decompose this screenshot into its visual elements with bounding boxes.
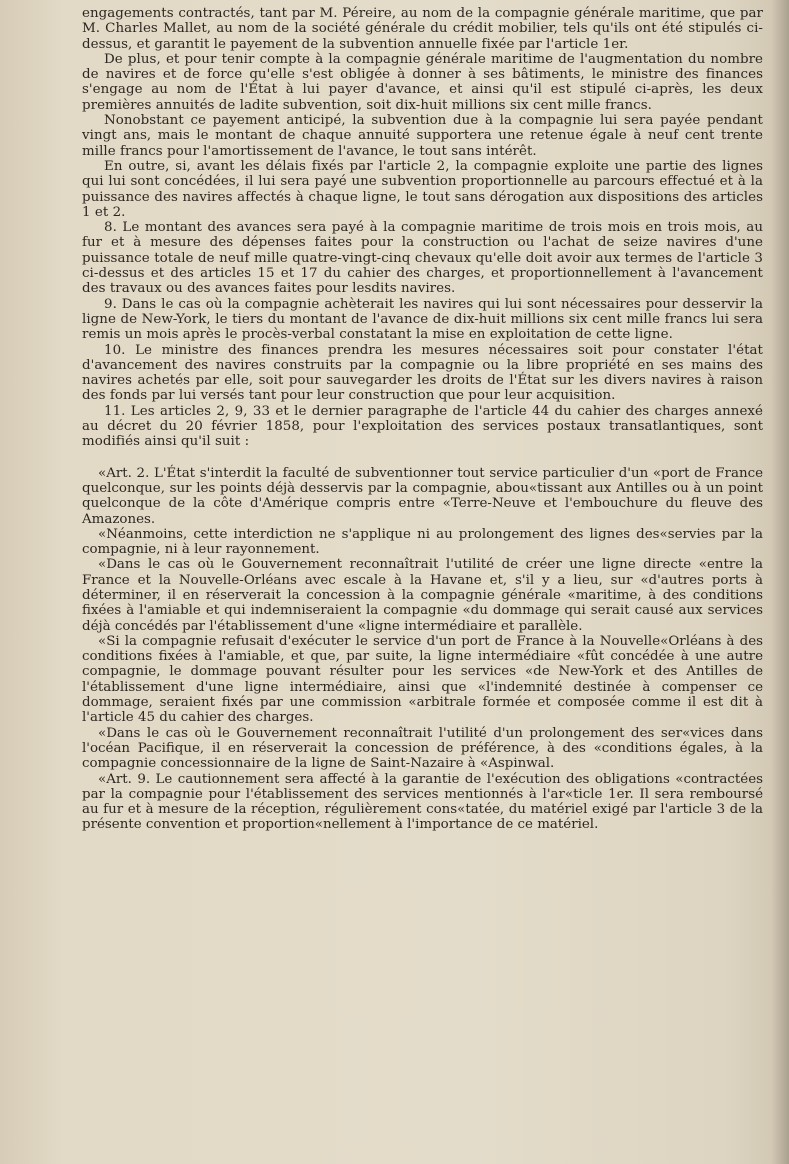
article-11: 11. Les articles 2, 9, 33 et le dernier paragraphe de l'article 44 du cahier des charges annexé au décret du 20 février 1858, pour l'exploitation des services postaux transatlantiques, sont modifiés ainsi qu'il suit : xyxy=(82,403,763,450)
paragraph: De plus, et pour tenir compte à la compagnie générale maritime de l'augmentation du nombre de navires et de force qu'elle s'est obligée à donner à ses bâtiments, le ministre des finances s'engage au nom de l'État à lui payer d'avance, et ainsi qu'il est stipulé ci-après, les deux premières annuités de ladite subvention, soit dix-huit millions six cent mille francs. xyxy=(82,51,763,113)
main-text xyxy=(82,6,763,450)
quoted-paragraph: «Dans le cas où le Gouvernement reconnaîtrait l'utilité de créer une ligne directe «entre la France et la Nouvelle-Orléans avec escale à la Havane et, s'il y a lieu, sur «d'autres ports à déterminer, il en réserverait la concession à la compagnie générale «maritime, à des conditions fixées à l'amiable et qui indemniseraient la compagnie «du dommage qui serait causé aux services déjà concédés par l'établissement d'une «ligne intermédiaire et parallèle. xyxy=(82,557,763,634)
quoted-article-2: «Art. 2. L'État s'interdit la faculté de subventionner tout service particulier d'un «port de France quelconque, sur les points déjà desservis par la compagnie, abou«tissant aux Antilles ou à un point quelconque de la côte d'Amérique compris entre «Terre-Neuve et l'embouchure du fleuve des Amazones. xyxy=(82,465,763,527)
article-10: 10. Le ministre des finances prendra les mesures nécessaires soit pour constater l'état d'avancement des navires construits par la compagnie ou la libre propriété en ses mains des navires achetés par elle, soit pour sauvegarder les droits de l'État sur les divers navires à raison des fonds par lui versés tant pour leur construction que pour leur acquisition. xyxy=(82,342,763,404)
quoted-paragraph: «Si la compagnie refusait d'exécuter le service d'un port de France à la Nouvelle«Orléans à des conditions fixées à l'amiable, et que, par suite, la ligne intermédiaire «fût concédée à une autre compagnie, le dommage pouvant résulter pour les services «de New-York et des Antilles de l'établissement d'une ligne intermédiaire, ainsi que «l'indemnité destinée à compenser ce dommage, seraient fixés par une commission «arbitrale formée et composée comme il est dit à l'article 45 du cahier des charges. xyxy=(82,633,763,726)
article-8: 8. Le montant des avances sera payé à la compagnie maritime de trois mois en trois mois, au fur et à mesure des dépenses faites pour la construction ou l'achat de seize navires d'une puissance totale de neuf mille quatre-vingt-cinq chevaux qu'elle doit avoir aux termes de l'article 3 ci-dessus et des articles 15 et 17 du cahier des charges, et proportionnellement à l'avancement des travaux ou des avances faites pour lesdits navires. xyxy=(82,220,763,297)
paragraph: En outre, si, avant les délais fixés par l'article 2, la compagnie exploite une partie des lignes qui lui sont concédées, il lui sera payé une subvention proportionnelle au parcours effectué et à la puissance des navires affectés à chaque ligne, le tout sans dérogation aux dispositions des articles 1 et 2. xyxy=(82,158,763,220)
paragraph-continuation: engagements contractés, tant par M. Péreire, au nom de la compagnie générale maritime, que par M. Charles Mallet, au nom de la société générale du crédit mobilier, tels qu'ils ont été stipulés ci-dessus, et garantit le payement de la subvention annuelle fixée par l'article 1er. xyxy=(82,6,763,52)
paragraph: Nonobstant ce payement anticipé, la subvention due à la compagnie lui sera payée pendant vingt ans, mais le montant de chaque annuité supportera une retenue égale à neuf cent trente mille francs pour l'amortissement de l'avance, le tout sans intérêt. xyxy=(82,113,763,159)
quoted-paragraph: «Dans le cas où le Gouvernement reconnaîtrait l'utilité d'un prolongement des ser«vices dans l'océan Pacifique, il en réserverait la concession de préférence, à des «conditions égales, à la compagnie concessionnaire de la ligne de Saint-Nazaire à «Aspinwal. xyxy=(82,725,763,772)
article-9: 9. Dans le cas où la compagnie achèterait les navires qui lui sont nécessaires pour desservir la ligne de New-York, le tiers du montant de l'avance de dix-huit millions six cent mille francs lui sera remis un mois après le procès-verbal constatant la mise en exploitation de cette ligne. xyxy=(82,296,763,343)
quoted-amendments xyxy=(82,466,763,833)
quoted-article-9: «Art. 9. Le cautionnement sera affecté à la garantie de l'exécution des obligations «contractées par la compagnie pour l'établissement des services mentionnés à l'ar«ticle 1er. Il sera remboursé au fur et à mesure de la réception, régulièrement cons«tatée, du matériel exigé par l'article 3 de la présente convention et proportion«nellement à l'importance de ce matériel. xyxy=(82,771,763,833)
quoted-paragraph: «Néanmoins, cette interdiction ne s'applique ni au prolongement des lignes des«servies par la compagnie, ni à leur rayonnement. xyxy=(82,526,763,558)
